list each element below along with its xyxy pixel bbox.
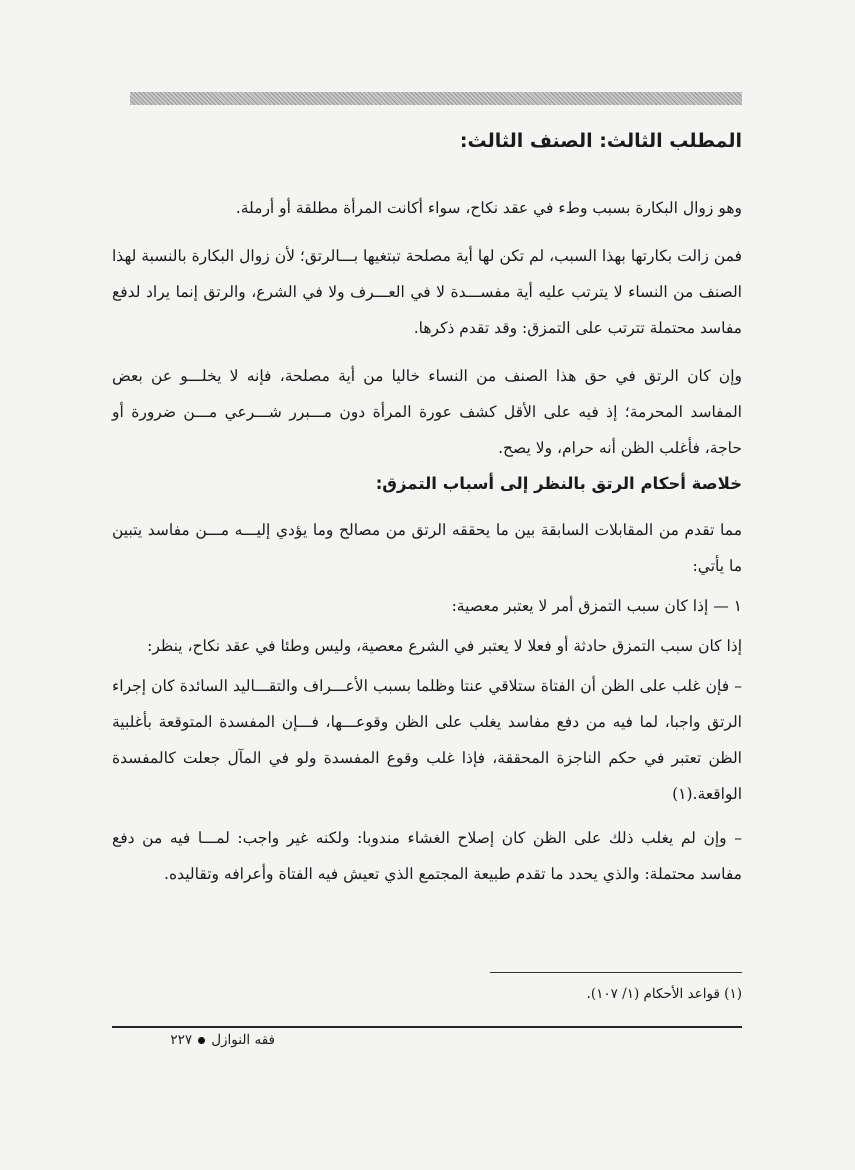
summary-subheading: خلاصة أحكام الرتق بالنظر إلى أسباب التمزق: — [375, 474, 742, 493]
section-heading: المطلب الثالث: الصنف الثالث: — [459, 130, 742, 152]
page-number: ٢٢٧ — [170, 1032, 193, 1048]
page-footer — [170, 1032, 275, 1048]
numbered-item: ١ — إذا كان سبب التمزق أمر لا يعتبر معصية: — [451, 597, 742, 615]
paragraph: وإن كان الرتق في حق هذا الصنف من النساء خاليا من أية مصلحة، فإنه لا يخلـــو عن بعض المفاسد المحرمة؛ إذ فيه على الأقل كشف عورة المرأة دون مـــبرر شـــرعي مـــن ضرورة أو حاجة، فأغلب الظن أنه حرام، ولا يصح. — [112, 367, 742, 457]
body-text-section-b — [112, 512, 742, 892]
footer-divider — [112, 1026, 742, 1028]
paragraph: مما تقدم من المقابلات السابقة بين ما يحققه الرتق من مصالح وما يؤدي إليـــه مـــن مفاسد يتبين ما يأتي: — [112, 521, 742, 575]
body-text-section-a — [112, 190, 742, 466]
footnote-divider — [490, 972, 742, 973]
decorative-header-band — [130, 92, 742, 105]
paragraph: فمن زالت بكارتها بهذا السبب، لم تكن لها أية مصلحة تبتغيها بـــالرتق؛ لأن زوال البكارة بالنسبة لهذا الصنف من النساء لا يترتب عليه أية مفســـدة لا في العـــرف ولا في الشرع، والرتق إنما يراد لدفع مفاسد محتملة تترتب على التمزق: وقد تقدم ذكرها. — [112, 247, 742, 337]
paragraph: وهو زوال البكارة بسبب وطء في عقد نكاح، سواء أكانت المرأة مطلقة أو أرملة. — [235, 199, 742, 217]
dash-item: – وإن لم يغلب ذلك على الظن كان إصلاح الغشاء مندوبا: ولكنه غير واجب: لمـــا فيه من دفع مفاسد محتملة: والذي يحدد ما تقدم طبيعة المجتمع الذي تعيش فيه الفتاة وأعرافه وتقاليده. — [112, 829, 742, 883]
bullet-icon — [198, 1037, 205, 1044]
footnote: (١) قواعد الأحكام (١/ ١٠٧). — [586, 986, 742, 1002]
dash-item: – فإن غلب على الظن أن الفتاة ستلاقي عنتا وظلما بسبب الأعـــراف والتقـــاليد السائدة كان إجراء الرتق واجبا، لما فيه من دفع مفاسد يغلب على الظن وقوعـــها، فـــإن المفسدة المتوقعة بأغلبية الظن تعتبر في حكم الناجزة المحققة، فإذا غلب وقوع المفسدة ولو في المآل جعلت كالمفسدة الواقعة.(١) — [112, 677, 742, 803]
book-title: فقه النوازل — [211, 1032, 275, 1048]
paragraph: إذا كان سبب التمزق حادثة أو فعلا لا يعتبر في الشرع معصية، وليس وطئا في عقد نكاح، ينظر: — [147, 637, 742, 655]
